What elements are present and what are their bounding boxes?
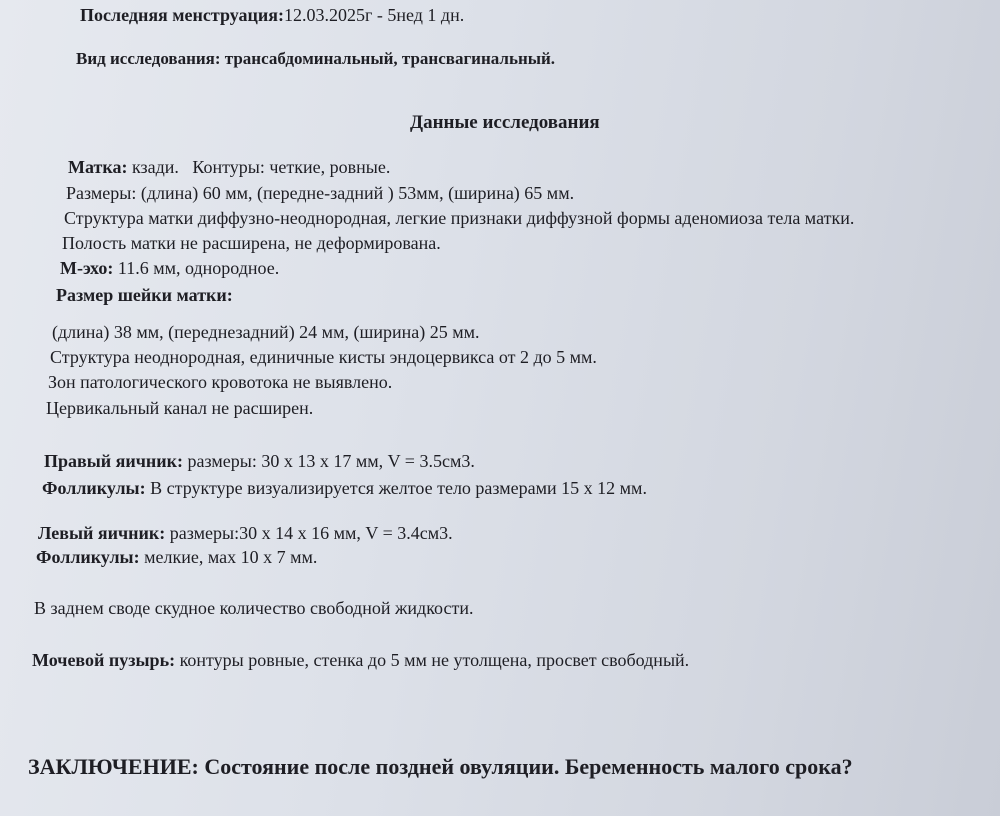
left-ovary-label: Левый яичник:: [38, 523, 166, 543]
right-ovary-line: [44, 450, 475, 472]
uterus-contours-value: четкие, ровные.: [269, 157, 391, 177]
free-fluid: В заднем своде скудное количество свободной жидкости.: [34, 598, 474, 618]
uterus-position-value: кзади.: [131, 157, 179, 177]
left-ovary-value: размеры:30 x 14 x 16 мм, V = 3.4см3.: [169, 523, 453, 543]
last-period-value: 12.03.2025г - 5нед 1 дн.: [283, 5, 465, 25]
right-follicles-value: В структуре визуализируется желтое тело размерами 15 x 12 мм.: [150, 478, 647, 498]
uterus-contours-label: Контуры:: [192, 157, 265, 177]
m-echo-line: [60, 257, 279, 279]
conclusion-line: [28, 756, 853, 778]
right-ovary-label: Правый яичник:: [44, 451, 184, 471]
last-period-label: Последняя менструация:: [80, 5, 284, 25]
m-echo-value: 11.6 мм, однородное.: [117, 258, 280, 278]
cervix-canal: Цервикальный канал не расширен.: [46, 398, 314, 418]
bladder-value: контуры ровные, стенка до 5 мм не утолщена, просвет свободный.: [179, 650, 690, 670]
last-period-line: [80, 4, 464, 26]
left-follicles-line: [36, 546, 317, 568]
m-echo-label: М-эхо:: [60, 258, 114, 278]
bladder-label: Мочевой пузырь:: [32, 650, 176, 670]
cervix-structure: Структура неоднородная, единичные кисты эндоцервикса от 2 до 5 мм.: [50, 347, 597, 367]
right-follicles-line: [42, 477, 647, 499]
conclusion-value: Состояние после поздней овуляции. Беременность малого срока?: [204, 754, 853, 779]
uterus-structure: Структура матки диффузно-неоднородная, легкие признаки диффузной формы аденомиоза тела матки.: [64, 208, 855, 228]
cervix-sizes: (длина) 38 мм, (переднезадний) 24 мм, (ширина) 25 мм.: [52, 322, 480, 342]
section-title: Данные исследования: [410, 112, 600, 133]
uterus-position-label: Матка:: [68, 157, 128, 177]
right-follicles-label: Фолликулы:: [42, 478, 146, 498]
study-type-label: Вид исследования:: [76, 49, 221, 68]
right-ovary-value: размеры: 30 x 13 x 17 мм, V = 3.5см3.: [187, 451, 475, 471]
bladder-line: [32, 649, 689, 671]
conclusion-label: ЗАКЛЮЧЕНИЕ:: [28, 754, 199, 779]
uterus-sizes: Размеры: (длина) 60 мм, (передне-задний ) 53мм, (ширина) 65 мм.: [66, 183, 575, 203]
cervix-title: Размер шейки матки:: [56, 285, 233, 305]
cervix-bloodflow: Зон патологического кровотока не выявлено.: [48, 372, 393, 392]
uterus-position-line: [68, 156, 390, 178]
left-follicles-label: Фолликулы:: [36, 547, 140, 567]
study-type-value: трансабдоминальный, трансвагинальный.: [224, 49, 556, 68]
study-type-line: [76, 48, 555, 70]
uterus-cavity: Полость матки не расширена, не деформирована.: [62, 233, 441, 253]
left-ovary-line: [38, 522, 453, 544]
left-follicles-value: мелкие, мах 10 x 7 мм.: [144, 547, 318, 567]
